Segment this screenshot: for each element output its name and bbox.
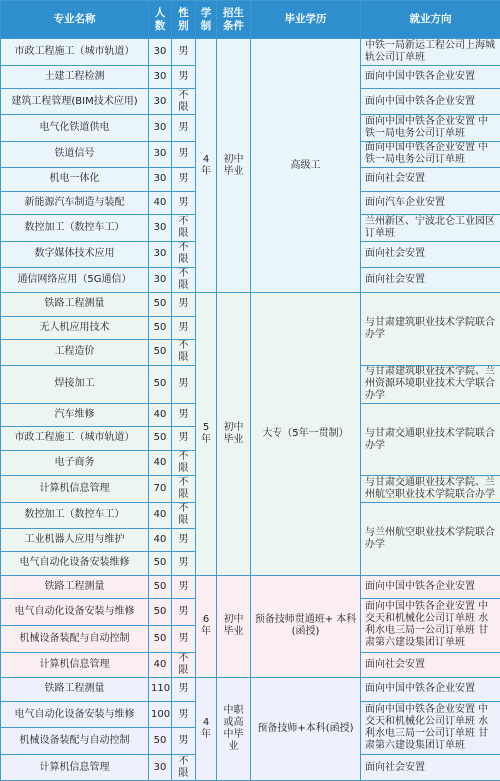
degree-cell: 预备技师贯通班+ 本科(函授): [251, 575, 361, 678]
count-cell: 50: [149, 575, 172, 598]
major-cell: 电气自动化设备安装与维修: [1, 599, 149, 626]
gender-cell: 不限: [172, 450, 196, 476]
count-cell: 40: [149, 191, 172, 214]
gender-cell: 男: [172, 168, 196, 191]
degree-cell: 预备技师+本科(函授): [251, 678, 361, 781]
count-cell: 50: [149, 365, 172, 403]
major-cell: 电子商务: [1, 450, 149, 476]
header-employment: 就业方向: [361, 1, 500, 39]
employment-cell: 面向中国中铁各企业安置 中交天和机械化公司订单班 水利水电三局一公司订单班 甘肃第六建设集团订单班: [361, 701, 500, 754]
header-major: 专业名称: [1, 1, 149, 39]
count-cell: 110: [149, 678, 172, 701]
degree-cell: 大专（5年一贯制）: [251, 293, 361, 576]
gender-cell: 男: [172, 625, 196, 652]
major-cell: 工程造价: [1, 340, 149, 366]
major-cell: 电气自动化设备安装维修: [1, 552, 149, 575]
major-cell: 无人机应用技术: [1, 316, 149, 339]
gender-cell: 男: [172, 39, 196, 66]
major-cell: 计算机信息管理: [1, 476, 149, 503]
employment-cell: 与甘肃建筑职业技术学院、兰州资源环境职业技术大学联合办学: [361, 365, 500, 403]
count-cell: 30: [149, 215, 172, 242]
employment-cell: 面向中国中铁各企业安置 中铁一局电务公司订单班: [361, 114, 500, 141]
gender-cell: 男: [172, 701, 196, 728]
major-cell: 计算机信息管理: [1, 755, 149, 781]
employment-cell: 面向社会安置: [361, 755, 500, 781]
count-cell: 30: [149, 267, 172, 293]
count-cell: 50: [149, 599, 172, 626]
gender-cell: 不限: [172, 503, 196, 529]
employment-cell: 面向中国中铁各企业安置 中铁一局电务公司订单班: [361, 141, 500, 168]
count-cell: 30: [149, 755, 172, 781]
header-duration: 学制: [196, 1, 217, 39]
employment-cell: 与甘肃交通职业技术学院、兰州航空职业技术学院联合办学: [361, 476, 500, 503]
gender-cell: 不限: [172, 89, 196, 115]
employment-cell: 与甘肃建筑职业技术学院联合办学: [361, 293, 500, 366]
table-header-row: [1, 1, 500, 39]
count-cell: 40: [149, 450, 172, 476]
employment-cell: 面向社会安置: [361, 652, 500, 678]
count-cell: 30: [149, 65, 172, 88]
count-cell: 30: [149, 89, 172, 115]
header-gender: 性别: [172, 1, 196, 39]
count-cell: 30: [149, 141, 172, 168]
major-cell: 土建工程检测: [1, 65, 149, 88]
employment-cell: 面向中国中铁各企业安置: [361, 678, 500, 701]
degree-cell: 高级工: [251, 39, 361, 293]
count-cell: 50: [149, 293, 172, 316]
gender-cell: 男: [172, 728, 196, 755]
count-cell: 40: [149, 652, 172, 678]
major-cell: 数控加工（数控车工）: [1, 503, 149, 529]
gender-cell: 不限: [172, 755, 196, 781]
gender-cell: 不限: [172, 241, 196, 267]
major-cell: 铁路工程测量: [1, 678, 149, 701]
major-cell: 机械设备装配与自动控制: [1, 728, 149, 755]
count-cell: 70: [149, 476, 172, 503]
employment-cell: 面向社会安置: [361, 168, 500, 191]
gender-cell: 不限: [172, 652, 196, 678]
major-cell: 电气化铁道供电: [1, 114, 149, 141]
header-degree: 毕业学历: [251, 1, 361, 39]
count-cell: 30: [149, 114, 172, 141]
table-row: [1, 678, 500, 701]
header-condition: 招生条件: [217, 1, 251, 39]
gender-cell: 男: [172, 575, 196, 598]
condition-cell: 中职或高中毕业: [217, 678, 251, 781]
gender-cell: 不限: [172, 476, 196, 503]
employment-cell: 面向社会安置: [361, 267, 500, 293]
gender-cell: 男: [172, 599, 196, 626]
count-cell: 40: [149, 403, 172, 426]
count-cell: 40: [149, 528, 172, 551]
gender-cell: 男: [172, 141, 196, 168]
major-cell: 汽车维修: [1, 403, 149, 426]
count-cell: 50: [149, 728, 172, 755]
condition-cell: 初中毕业: [217, 293, 251, 576]
major-cell: 铁路工程测量: [1, 575, 149, 598]
gender-cell: 不限: [172, 215, 196, 242]
gender-cell: 男: [172, 316, 196, 339]
count-cell: 30: [149, 241, 172, 267]
count-cell: 30: [149, 168, 172, 191]
major-cell: 机械设备装配与自动控制: [1, 625, 149, 652]
gender-cell: 男: [172, 427, 196, 450]
major-cell: 市政工程施工（城市轨道）: [1, 427, 149, 450]
major-cell: 建筑工程管理(BIM技术应用): [1, 89, 149, 115]
employment-cell: 面向中国中铁各企业安置: [361, 575, 500, 598]
count-cell: 50: [149, 340, 172, 366]
duration-cell: 4年: [196, 39, 217, 293]
major-cell: 市政工程施工（城市轨道）: [1, 39, 149, 66]
count-cell: 30: [149, 39, 172, 66]
count-cell: 50: [149, 316, 172, 339]
major-cell: 电气自动化设备安装与维修: [1, 701, 149, 728]
table-row: [1, 575, 500, 598]
major-cell: 铁道信号: [1, 141, 149, 168]
condition-cell: 初中毕业: [217, 39, 251, 293]
major-cell: 机电一体化: [1, 168, 149, 191]
count-cell: 50: [149, 625, 172, 652]
gender-cell: 男: [172, 365, 196, 403]
employment-cell: 与兰州航空职业技术学院联合办学: [361, 503, 500, 576]
count-cell: 50: [149, 552, 172, 575]
employment-cell: 面向中国中铁各企业安置 中交天和机械化公司订单班 水利水电三局一公司订单班 甘肃第六建设集团订单班: [361, 599, 500, 652]
header-count: 人数: [149, 1, 172, 39]
gender-cell: 男: [172, 528, 196, 551]
major-cell: 数字媒体技术应用: [1, 241, 149, 267]
employment-cell: 面向中国中铁各企业安置: [361, 89, 500, 115]
employment-cell: 面向社会安置: [361, 241, 500, 267]
gender-cell: 不限: [172, 340, 196, 366]
count-cell: 50: [149, 427, 172, 450]
major-cell: 数控加工（数控车工）: [1, 215, 149, 242]
employment-cell: 中铁一局新运工程公司上海城轨公司订单班: [361, 39, 500, 66]
count-cell: 40: [149, 503, 172, 529]
gender-cell: 不限: [172, 267, 196, 293]
major-cell: 通信网络应用（5G通信）: [1, 267, 149, 293]
employment-cell: 面向汽车企业安置: [361, 191, 500, 214]
major-cell: 铁路工程测量: [1, 293, 149, 316]
major-cell: 工业机器人应用与维护: [1, 528, 149, 551]
duration-cell: 4年: [196, 678, 217, 781]
gender-cell: 男: [172, 678, 196, 701]
table-row: [1, 39, 500, 66]
gender-cell: 男: [172, 403, 196, 426]
major-cell: 新能源汽车制造与装配: [1, 191, 149, 214]
major-cell: 计算机信息管理: [1, 652, 149, 678]
gender-cell: 男: [172, 191, 196, 214]
major-cell: 焊接加工: [1, 365, 149, 403]
count-cell: 100: [149, 701, 172, 728]
table-row: [1, 293, 500, 316]
gender-cell: 男: [172, 114, 196, 141]
gender-cell: 男: [172, 65, 196, 88]
gender-cell: 男: [172, 293, 196, 316]
duration-cell: 5年: [196, 293, 217, 576]
employment-cell: 与甘肃交通职业技术学院联合办学: [361, 403, 500, 476]
employment-cell: 面向中国中铁各企业安置: [361, 65, 500, 88]
condition-cell: 初中毕业: [217, 575, 251, 678]
employment-cell: 兰州新区、宁波北仑工业园区订单班: [361, 215, 500, 242]
duration-cell: 6年: [196, 575, 217, 678]
gender-cell: 男: [172, 552, 196, 575]
